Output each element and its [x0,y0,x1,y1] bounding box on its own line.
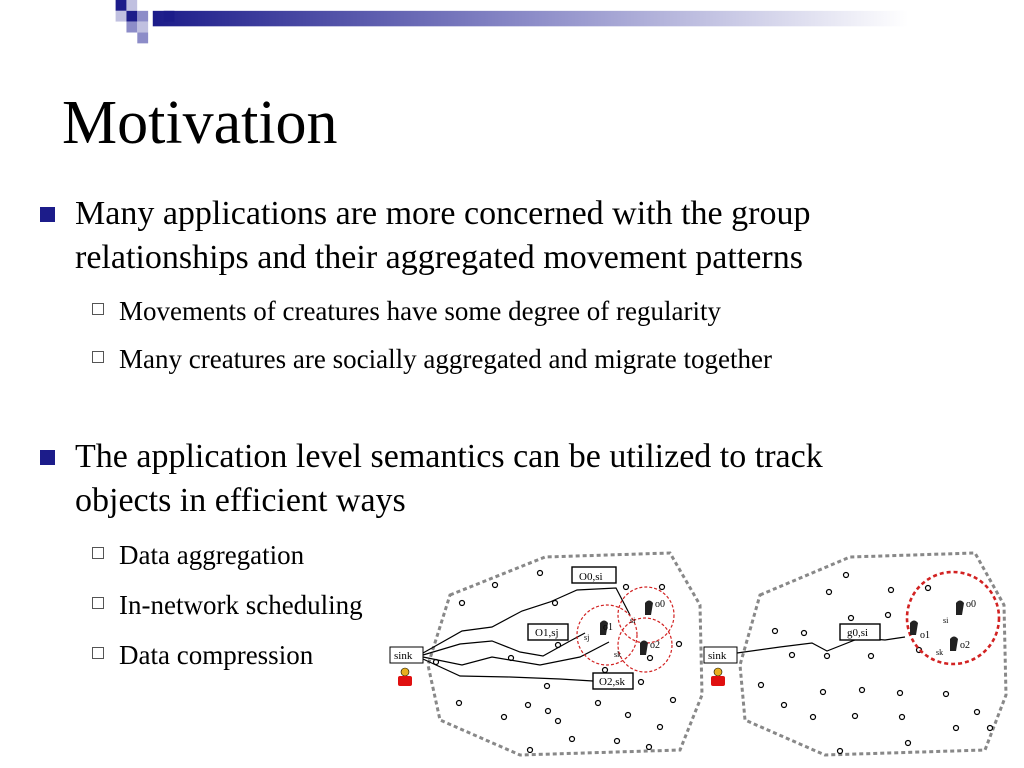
bullet-2-text: The application level semantics can be utilized to track objects in efficient ways [75,438,823,519]
left-sink-person-icon [398,668,412,686]
slide-title: Motivation [62,89,338,157]
right-sensor-k-label: sk [936,648,944,657]
left-routes [423,588,630,681]
sub-bullet-2-2-text: In-network scheduling [119,590,363,620]
bullet-square-icon [40,450,55,465]
right-panel [704,553,1006,755]
left-sensor-j-label: sj [584,633,590,642]
bullet-1-text: Many applications are more concerned with the group relationships and their aggregated movement patterns [75,195,811,276]
sub-bullet-2-1-text: Data aggregation [119,540,305,570]
sub-bullet-1-2-text: Many creatures are socially aggregated and migrate together [119,344,772,374]
right-sink-person-icon [711,668,725,686]
right-label-group: g0,si [847,627,869,639]
left-sensor-k-label: sk [614,650,622,659]
left-label-top: O0,si [579,571,603,583]
right-sensor-nodes [759,573,993,754]
left-object-0-label: o0 [655,599,665,610]
right-object-0-label: o0 [966,599,976,610]
tracking-network-diagram [380,545,1024,768]
left-label-mid: O1,sj [535,627,559,639]
left-label-bot: O2,sk [599,676,625,688]
bullet-box-icon [92,597,104,609]
bullet-box-icon [92,647,104,659]
right-sensor-i-label: si [943,616,949,625]
bullet-box-icon [92,351,104,363]
header-decoration [0,0,1024,48]
left-object-2-label: o2 [650,640,660,651]
left-sensor-i-label: si [630,616,636,625]
left-object-1-label: o1 [603,622,613,633]
left-sink-label: sink [394,650,413,662]
bullet-box-icon [92,547,104,559]
sub-bullet-1-1-text: Movements of creatures have some degree of regularity [119,296,722,326]
bullet-box-icon [92,303,104,315]
right-sink-label: sink [708,650,727,662]
right-objects [910,601,964,652]
right-object-2-label: o2 [960,640,970,651]
right-object-1-label: o1 [920,630,930,641]
bullet-square-icon [40,207,55,222]
left-panel [390,553,702,755]
sub-bullet-2-3-text: Data compression [119,640,314,670]
